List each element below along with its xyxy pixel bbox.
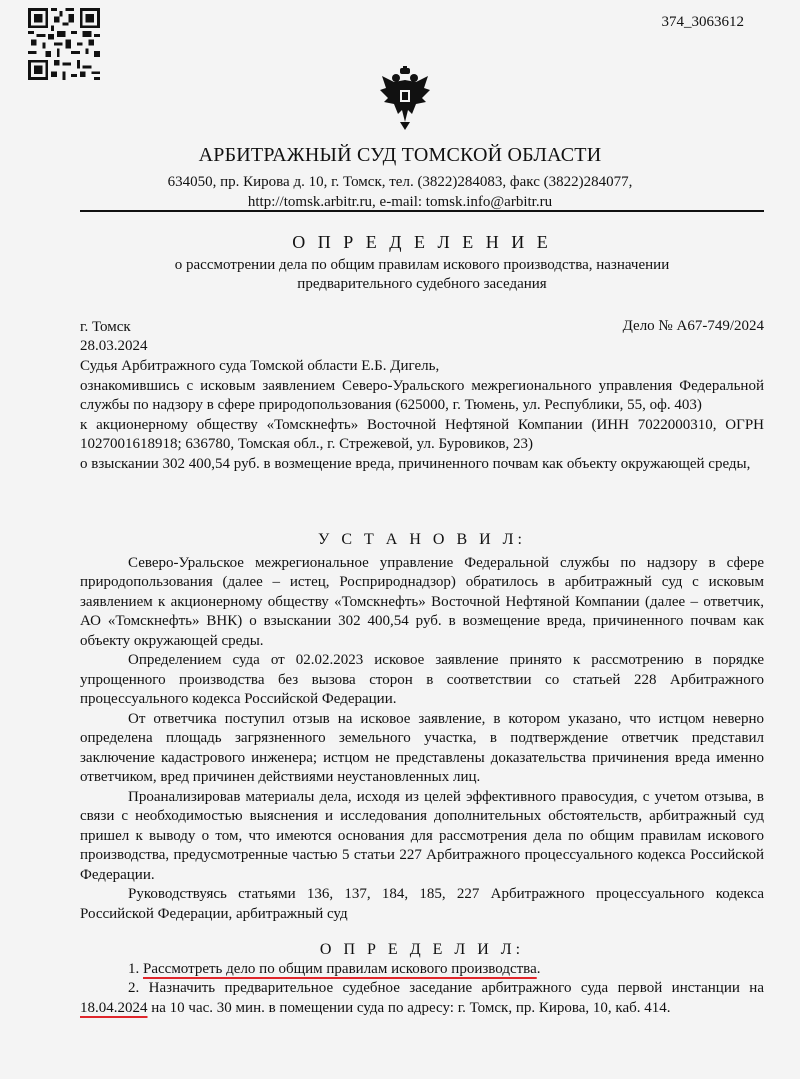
subject-line-2: предварительного судебного заседания	[297, 276, 547, 292]
claim-text: ознакомившись с исковым заявлением Северо-Уральского межрегионального управления Федеральной службы по надзору в сфере природопользования (625000, г. Тюмень, ул. Республики, 55, оф. 403)	[80, 377, 764, 413]
court-address-line: 634050, пр. Кирова д. 10, г. Томск, тел. (3822)284083, факс (3822)284077,	[167, 174, 633, 190]
ruled-section	[80, 940, 764, 1018]
header-divider	[80, 210, 764, 212]
court-name: АРБИТРАЖНЫЙ СУД ТОМСКОЙ ОБЛАСТИ	[198, 144, 602, 166]
paragraph: Руководствуясь статьями 136, 137, 184, 185, 227 Арбитражного процессуального кодекса Российской Федерации, арбитражный суд	[80, 886, 764, 922]
date: 28.03.2024	[80, 338, 148, 354]
item-end: .	[536, 960, 541, 977]
defendant-text: к акционерному обществу «Томскнефть» Восточной Нефтяной Компании (ИНН 7022000310, ОГРН 1027001618918; 636780, Томская обл., г. Стрежевой, ул. Буровиков, 23)	[80, 416, 764, 452]
item-text-rest: на 10 час. 30 мин. в помещении суда по адресу: г. Томск, пр. Кирова, 10, каб. 414.	[151, 999, 671, 1016]
document-number: 374_3063612	[661, 14, 744, 30]
place-date	[80, 318, 148, 356]
paragraph: Северо-Уральское межрегиональное управление Федеральной службы по надзору в сфере природопользования (далее – истец, Росприроднадзор) обратилось в арбитражный суд с исковым заявлением к акционерному обществу «Томскнефть» Восточной Нефтяной Компании (далее – ответчик, АО «Томскнефть» ВНК) о взыскании 302 400,54 руб. в возмещение вреда, причиненного почвам как объекту окружающей среды.	[80, 554, 764, 649]
item-number: 1.	[128, 960, 140, 977]
court-address-web: http://tomsk.arbitr.ru, e-mail: tomsk.info@arbitr.ru	[247, 194, 553, 210]
judge-line: Судья Арбитражного суда Томской области Е.Б. Дигель,	[80, 358, 440, 374]
case-number: Дело № А67-749/2024	[622, 318, 764, 334]
court-address	[0, 172, 800, 212]
paragraph: Проанализировав материалы дела, исходя из целей эффективного правосудия, с учетом отзыва, в связи с необходимостью выяснения и исследования дополнительных обстоятельств, арбитражный суд пришел к выводу о том, что имеются основания для рассмотрения дела по общим правилам искового производства, предусмотренные частью 5 статьи 227 Арбитражного процессуального кодекса Российской Федерации.	[80, 788, 764, 883]
document-subject	[80, 256, 764, 294]
item-text: 2. Назначить предварительное судебное заседание арбитражного суда первой инстанции на	[128, 980, 764, 996]
qr-code-icon	[28, 8, 100, 80]
amount-text: о взыскании 302 400,54 руб. в возмещение вреда, причиненного почвам как объекту окружающей среды,	[80, 455, 751, 472]
ruled-heading: О П Р Е Д Е Л И Л:	[319, 941, 525, 958]
coat-of-arms-icon	[378, 66, 432, 130]
subject-line-1: о рассмотрении дела по общим правилам искового производства, назначении	[174, 257, 670, 273]
city: г. Томск	[80, 319, 131, 335]
intro-block	[80, 357, 764, 474]
ruling-item-2	[80, 979, 764, 1018]
highlighted-date: 18.04.2024	[80, 999, 148, 1016]
established-section	[80, 530, 764, 924]
ruling-item-1	[80, 960, 764, 980]
paragraph: Определением суда от 02.02.2023 исковое заявление принято к рассмотрению в порядке упрощенного производства без вызова сторон в соответствии со статьей 228 Арбитражного процессуального кодекса Российской Федерации.	[80, 652, 764, 707]
paragraph: От ответчика поступил отзыв на исковое заявление, в котором указано, что истцом неверно определена площадь загрязненного земельного участка, в подтверждение ответчик представил заключение кадастрового инженера; истцом не представлены доказательства причинения вреда именно ответчиком, вред причинен действиями неустановленных лиц.	[80, 710, 764, 785]
highlighted-text: Рассмотреть дело по общим правилам искового производства	[143, 960, 537, 977]
established-heading: У С Т А Н О В И Л:	[318, 531, 526, 548]
document-type: О П Р Е Д Е Л Е Н И Е	[292, 232, 552, 252]
